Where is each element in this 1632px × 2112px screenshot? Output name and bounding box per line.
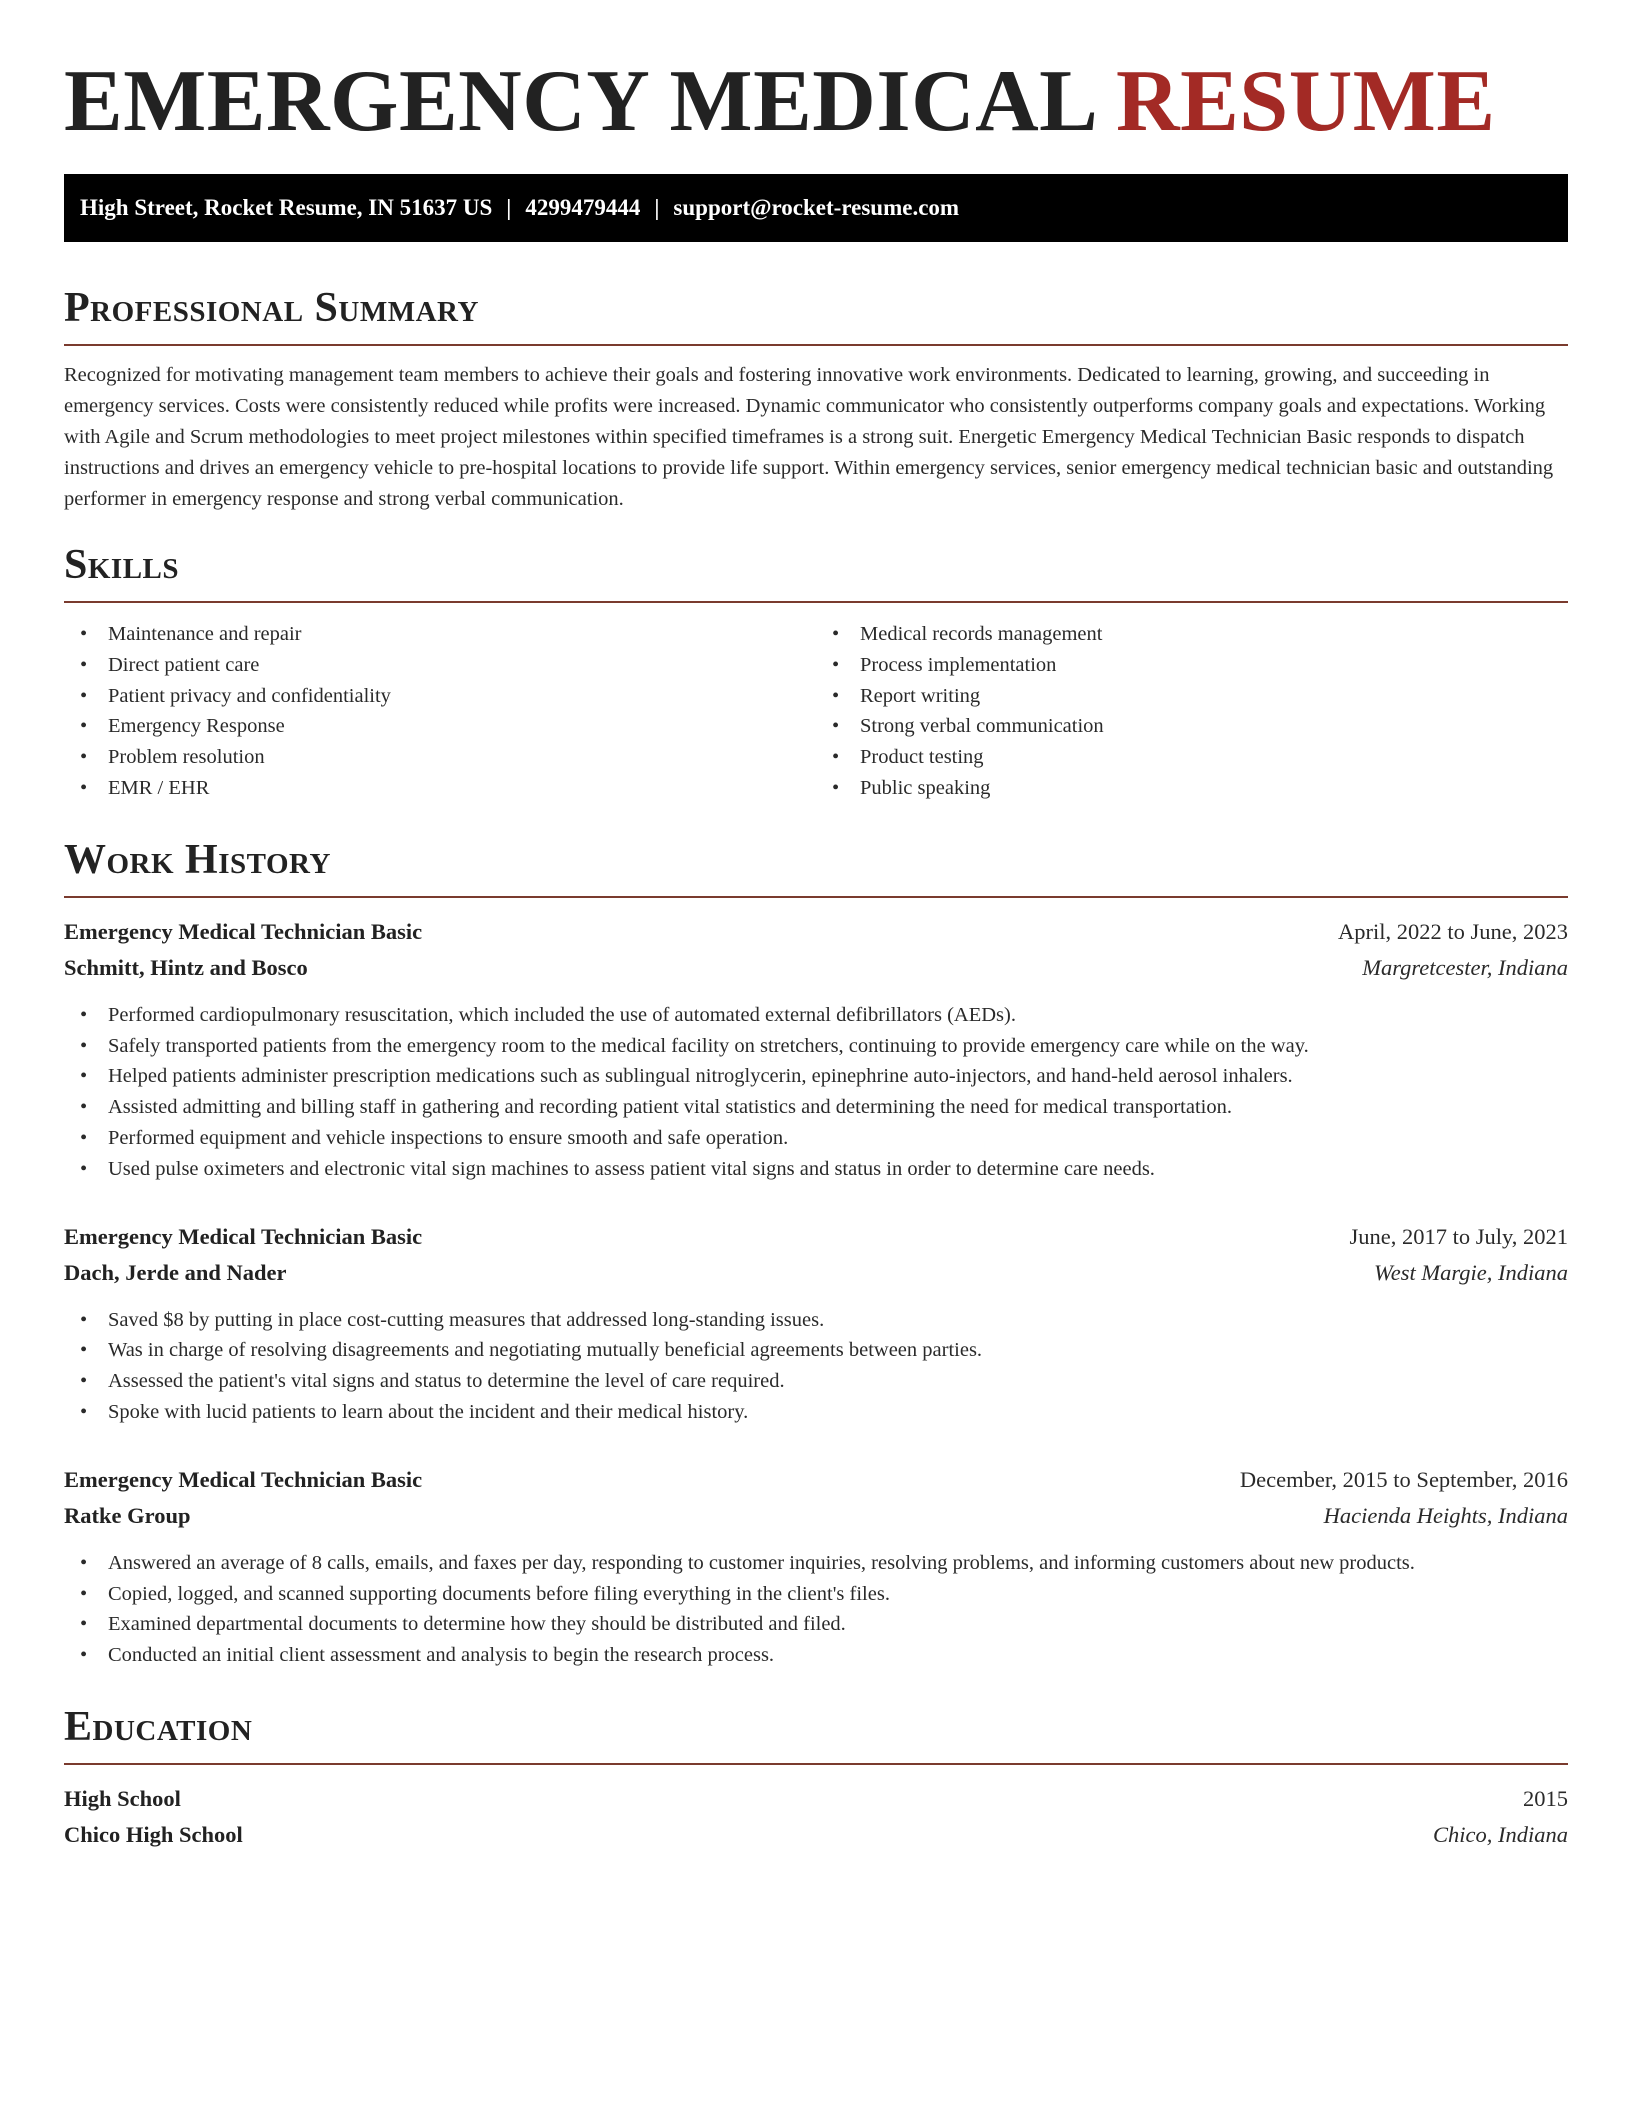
section-heading-skills: Skills (64, 542, 180, 588)
professional-summary-section (64, 282, 1568, 515)
skill-item: • Public speaking (816, 773, 1568, 804)
section-heading-work: Work History (64, 836, 331, 883)
education-school: Chico High School (64, 1821, 243, 1847)
job-location: Margretcester, Indiana (1362, 954, 1568, 980)
section-heading-education: Education (64, 1703, 253, 1750)
job-bullet: • Helped patients administer prescription medications such as sublingual nitroglycerin, epinephrine auto-injectors, and hand-held aerosol inhalers. (64, 1061, 1568, 1092)
contact-address: High Street, Rocket Resume, IN 51637 US (80, 195, 493, 220)
section-divider (64, 896, 1568, 898)
skill-item: • Product testing (816, 742, 1568, 773)
contact-phone: 4299479444 (525, 195, 641, 220)
education-year: 2015 (1523, 1785, 1568, 1811)
job-title-row (64, 1219, 1568, 1255)
job-bullets (64, 1548, 1568, 1671)
skill-item: • Patient privacy and confidentiality (64, 681, 816, 712)
summary-text: Recognized for motivating management team members to achieve their goals and fostering innovative work environments. Dedicated to learning, growing, and succeeding in emergency services. Costs were consistently reduced while profits were increased. Dynamic communicator who consistently outperforms company goals and expectations. Working with Agile and Scrum methodologies to meet project milestones within specified timeframes is a strong suit. Energetic Emergency Medical Technician Basic responds to dispatch instructions and drives an emergency vehicle to pre-hospital locations to provide life support. Within emergency services, senior emergency medical technician basic and outstanding performer in emergency response and strong verbal communication. (64, 364, 1554, 510)
job-location: Hacienda Heights, Indiana (1323, 1502, 1568, 1528)
title-main: EMERGENCY MEDICAL (64, 53, 1094, 150)
section-heading-summary: Professional Summary (64, 285, 479, 331)
work-history-section (64, 834, 1568, 1671)
job-entry (64, 1462, 1568, 1671)
job-bullet: • Spoke with lucid patients to learn about the incident and their medical history. (64, 1397, 1568, 1428)
contact-email: support@rocket-resume.com (673, 195, 960, 220)
skill-item: • Process implementation (816, 650, 1568, 681)
skills-column-left (64, 619, 816, 804)
contact-separator: | (506, 195, 512, 220)
job-entry (64, 1219, 1568, 1428)
education-section (64, 1701, 1568, 1853)
job-dates: December, 2015 to September, 2016 (1239, 1466, 1568, 1492)
skill-item: • Maintenance and repair (64, 619, 816, 650)
job-company-row (64, 950, 1568, 986)
job-company-row (64, 1498, 1568, 1534)
education-location: Chico, Indiana (1433, 1821, 1568, 1847)
job-bullet: • Conducted an initial client assessment and analysis to begin the research process. (64, 1640, 1568, 1671)
contact-separator: | (654, 195, 660, 220)
skill-item: • Problem resolution (64, 742, 816, 773)
education-school-row (64, 1817, 1568, 1853)
job-bullet: • Copied, logged, and scanned supporting documents before filing everything in the client's files. (64, 1579, 1568, 1610)
job-title: Emergency Medical Technician Basic (64, 1223, 423, 1249)
resume-title (64, 52, 1568, 152)
title-accent: RESUME (1116, 53, 1496, 150)
job-bullets (64, 1305, 1568, 1428)
job-bullet: • Examined departmental documents to determine how they should be distributed and filed. (64, 1609, 1568, 1640)
skills-section (64, 539, 1568, 804)
job-bullet: • Assessed the patient's vital signs and status to determine the level of care required. (64, 1366, 1568, 1397)
contact-bar (64, 174, 1568, 242)
skill-item: • Direct patient care (64, 650, 816, 681)
job-company-row (64, 1255, 1568, 1291)
skill-item: • EMR / EHR (64, 773, 816, 804)
job-bullet: • Answered an average of 8 calls, emails, and faxes per day, responding to customer inquiries, resolving problems, and informing customers about new products. (64, 1548, 1568, 1579)
job-dates: April, 2022 to June, 2023 (1338, 918, 1568, 944)
job-bullet: • Performed cardiopulmonary resuscitation, which included the use of automated external defibrillators (AEDs). (64, 1000, 1568, 1031)
job-company: Ratke Group (64, 1502, 191, 1528)
job-bullet: • Saved $8 by putting in place cost-cutting measures that addressed long-standing issues. (64, 1305, 1568, 1336)
skill-item: • Report writing (816, 681, 1568, 712)
education-degree-row (64, 1781, 1568, 1817)
job-bullet: • Safely transported patients from the emergency room to the medical facility on stretchers, continuing to provide emergency care while on the way. (64, 1031, 1568, 1062)
job-company: Schmitt, Hintz and Bosco (64, 954, 308, 980)
job-bullet: • Assisted admitting and billing staff in gathering and recording patient vital statistics and determining the need for medical transportation. (64, 1092, 1568, 1123)
skill-item: • Emergency Response (64, 711, 816, 742)
skills-column-right (816, 619, 1568, 804)
job-bullets (64, 1000, 1568, 1185)
job-bullet: • Used pulse oximeters and electronic vital sign machines to assess patient vital signs and status in order to determine care needs. (64, 1154, 1568, 1185)
education-degree: High School (64, 1785, 181, 1811)
education-entry (64, 1781, 1568, 1853)
job-entry (64, 914, 1568, 1185)
skills-grid (64, 619, 1568, 804)
job-title: Emergency Medical Technician Basic (64, 1466, 423, 1492)
skill-item: • Medical records management (816, 619, 1568, 650)
section-divider (64, 601, 1568, 603)
job-location: West Margie, Indiana (1374, 1259, 1568, 1285)
job-company: Dach, Jerde and Nader (64, 1259, 287, 1285)
job-dates: June, 2017 to July, 2021 (1349, 1223, 1568, 1249)
job-bullet: • Was in charge of resolving disagreements and negotiating mutually beneficial agreements between parties. (64, 1335, 1568, 1366)
job-title: Emergency Medical Technician Basic (64, 918, 423, 944)
section-divider (64, 1763, 1568, 1765)
job-bullet: • Performed equipment and vehicle inspections to ensure smooth and safe operation. (64, 1123, 1568, 1154)
section-divider (64, 344, 1568, 346)
job-title-row (64, 1462, 1568, 1498)
skill-item: • Strong verbal communication (816, 711, 1568, 742)
job-title-row (64, 914, 1568, 950)
